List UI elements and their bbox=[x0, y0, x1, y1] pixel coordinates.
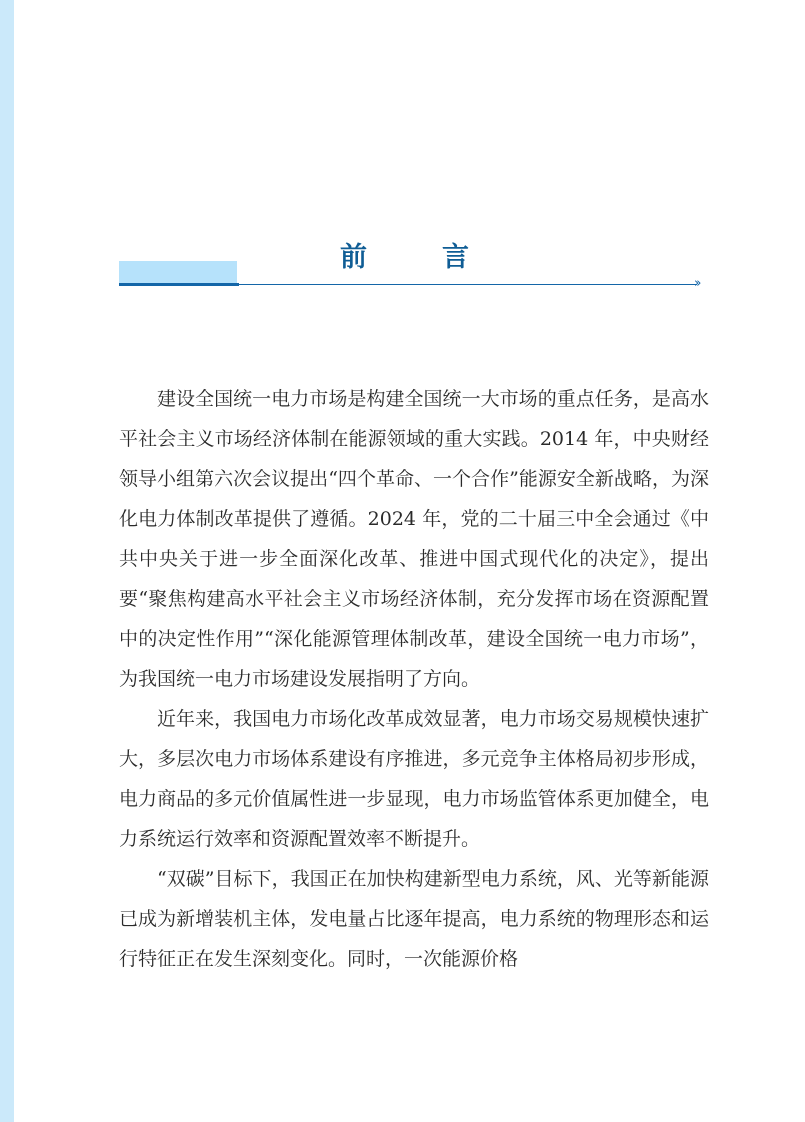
header-rule-thin bbox=[239, 284, 697, 285]
page-title: 前 言 bbox=[340, 242, 493, 273]
paragraph-1: 建设全国统一电力市场是构建全国统一大市场的重点任务，是高水平社会主义市场经济体制在能源领域的重大实践。2014 年，中央财经领导小组第六次会议提出“四个革命、一个合作”能源安全新战略，为深化电力体制改革提供了遵循。2024 年，党的二十届三中全会通过《中共中央关于进一步全面深化改革、推进中国式现代化的决定》，提出要“聚焦构建高水平社会主义市场经济体制，充分发挥市场在资源配置中的决定性作用”“深化能源管理体制改革，建设全国统一电力市场”，为我国统一电力市场建设发展指明了方向。 bbox=[119, 388, 709, 690]
header-accent-block bbox=[119, 261, 237, 283]
paragraph-3: “双碳”目标下，我国正在加快构建新型电力系统，风、光等新能源已成为新增装机主体，发电量占比逐年提高，电力系统的物理形态和运行特征正在发生深刻变化。同时，一次能源价格 bbox=[119, 868, 709, 970]
header-rule-thick bbox=[119, 283, 239, 286]
double-chevron-right-icon: ›› bbox=[694, 276, 699, 291]
side-color-strip bbox=[0, 0, 14, 1122]
preface-body bbox=[119, 379, 709, 979]
paragraph-2: 近年来，我国电力市场化改革成效显著，电力市场交易规模快速扩大，多层次电力市场体系建设有序推进，多元竞争主体格局初步形成，电力商品的多元价值属性进一步显现，电力市场监管体系更加健全，电力系统运行效率和资源配置效率不断提升。 bbox=[119, 708, 709, 850]
